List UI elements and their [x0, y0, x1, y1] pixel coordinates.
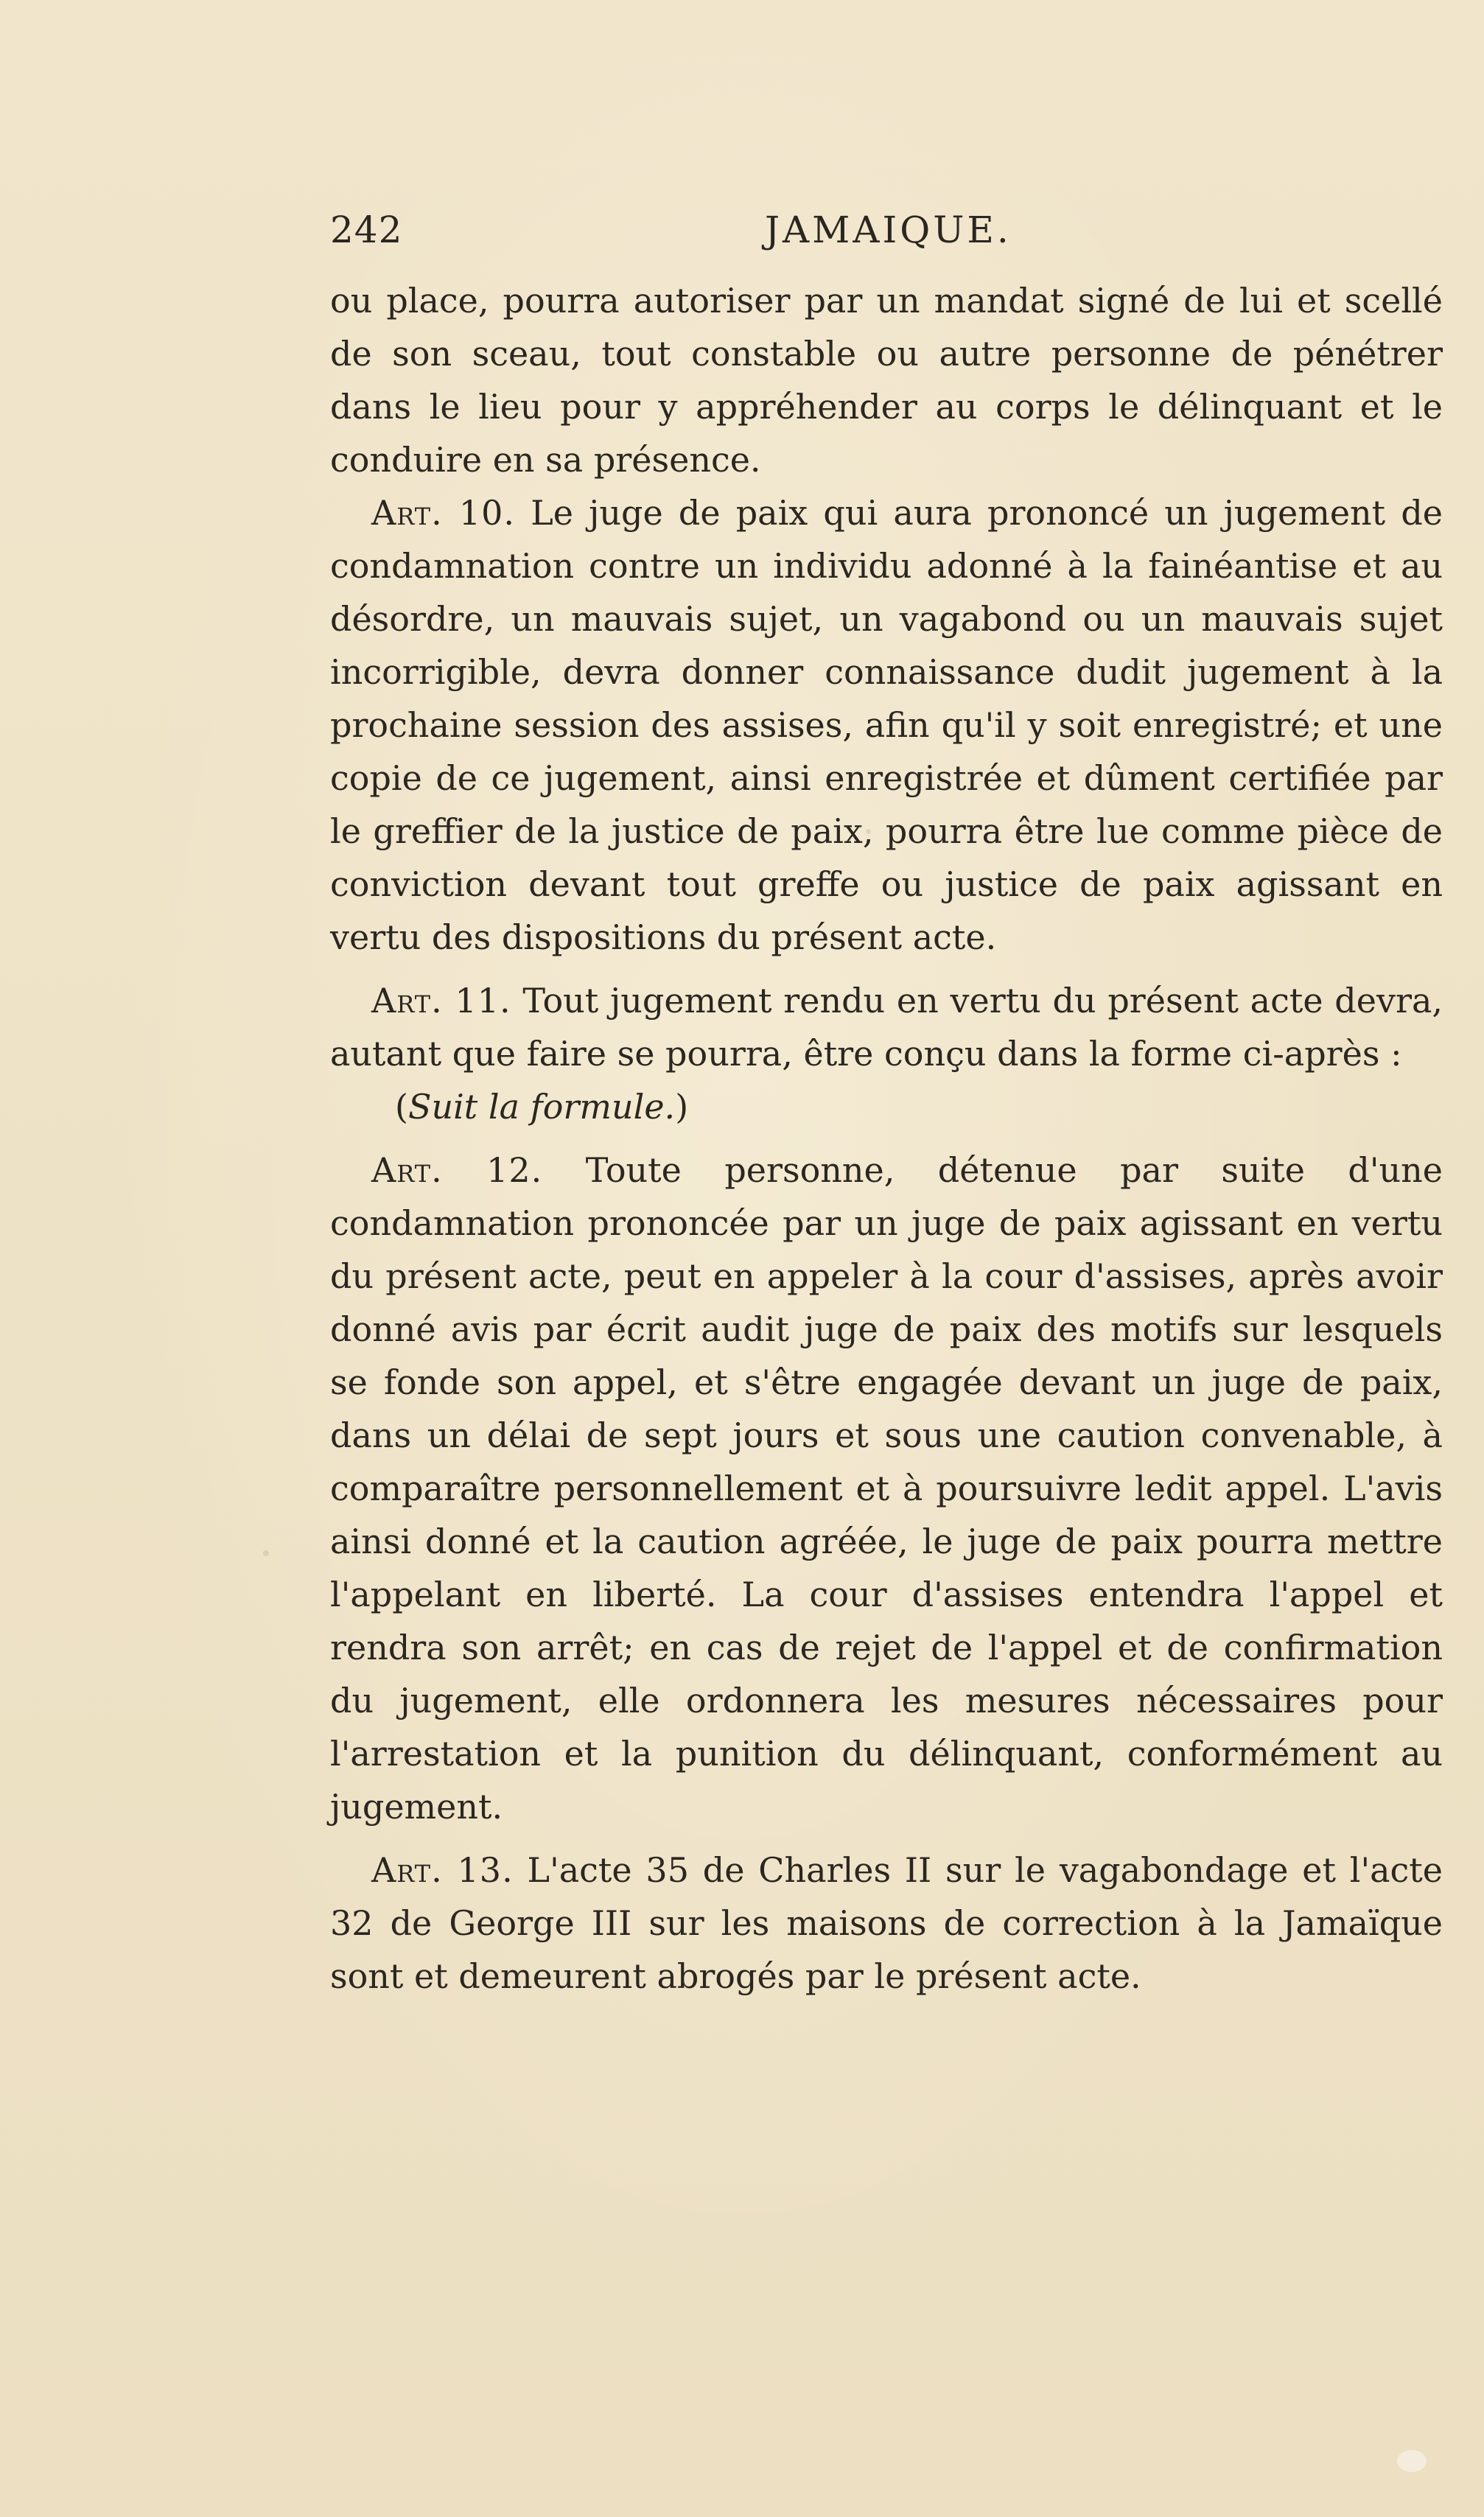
page-header — [330, 209, 1435, 260]
formula-note — [330, 1080, 1443, 1133]
article-text: Toute personne, détenue par suite d'une condamnation prononcée par un juge de paix agissant en vertu du présent acte, peut en appeler à la cour d'assises, après avoir donné avis par écrit audit juge de paix des motifs sur lesquels se fonde son appel, et s'être engagée devant un juge de paix, dans un délai de sept jours et sous une caution convenable, à comparaître personnellement et à poursuivre ledit appel. L'avis ainsi donné et la caution agréée, le juge de paix pourra mettre l'appelant en liberté. La cour d'assises entendra l'appel et rendra son arrêt; en cas de rejet de l'appel et de confirmation du jugement, elle ordonnera les mesures nécessaires pour l'arrestation et la punition du délinquant, conformément au jugement. — [330, 1150, 1443, 1827]
paper-spot — [1397, 2450, 1427, 2472]
article-label: Art. 12. — [371, 1150, 543, 1190]
paragraph-continuation: ou place, pourra autoriser par un mandat signé de lui et scellé de son sceau, tout constable ou autre personne de pénétrer dans le lieu pour y appréhender au corps le délinquant et le conduire en sa présence. — [330, 281, 1443, 480]
article-label: Art. 10. — [371, 493, 516, 533]
formula-text: Suit la formule. — [407, 1087, 676, 1127]
paper-spot — [263, 1550, 269, 1556]
article-12 — [330, 1144, 1443, 1833]
article-11 — [330, 974, 1443, 1080]
formula-paren-open: ( — [395, 1087, 408, 1127]
article-text: Le juge de paix qui aura prononcé un jugement de condamnation contre un individu adonné à la fainéantise et au désordre, un mauvais sujet, un vagabond ou un mauvais sujet incorrigible, devra donner connaissance dudit jugement à la prochaine session des assises, afin qu'il y soit enregistré; et une copie de ce jugement, ainsi enregistrée et dûment certifiée par le greffier de la justice de paix, pourra être lue comme pièce de conviction devant tout greffe ou justice de paix agissant en vertu des dispositions du présent acte. — [330, 493, 1443, 957]
article-label: Art. 11. — [371, 981, 511, 1021]
running-title: JAMAIQUE. — [765, 209, 1012, 251]
article-text: L'acte 35 de Charles II sur le vagabondage et l'acte 32 de George III sur les maisons de correction à la Jamaïque sont et demeurent abrogés par le présent acte. — [330, 1850, 1443, 1996]
page-number: 242 — [330, 209, 403, 251]
page-body — [330, 274, 1443, 2003]
article-text: Tout jugement rendu en vertu du présent acte devra, autant que faire se pourra, être conçu dans la forme ci-après : — [330, 981, 1443, 1074]
article-10 — [330, 486, 1443, 964]
formula-paren-close: ) — [675, 1087, 689, 1127]
article-13 — [330, 1844, 1443, 2003]
article-label: Art. 13. — [371, 1850, 514, 1890]
